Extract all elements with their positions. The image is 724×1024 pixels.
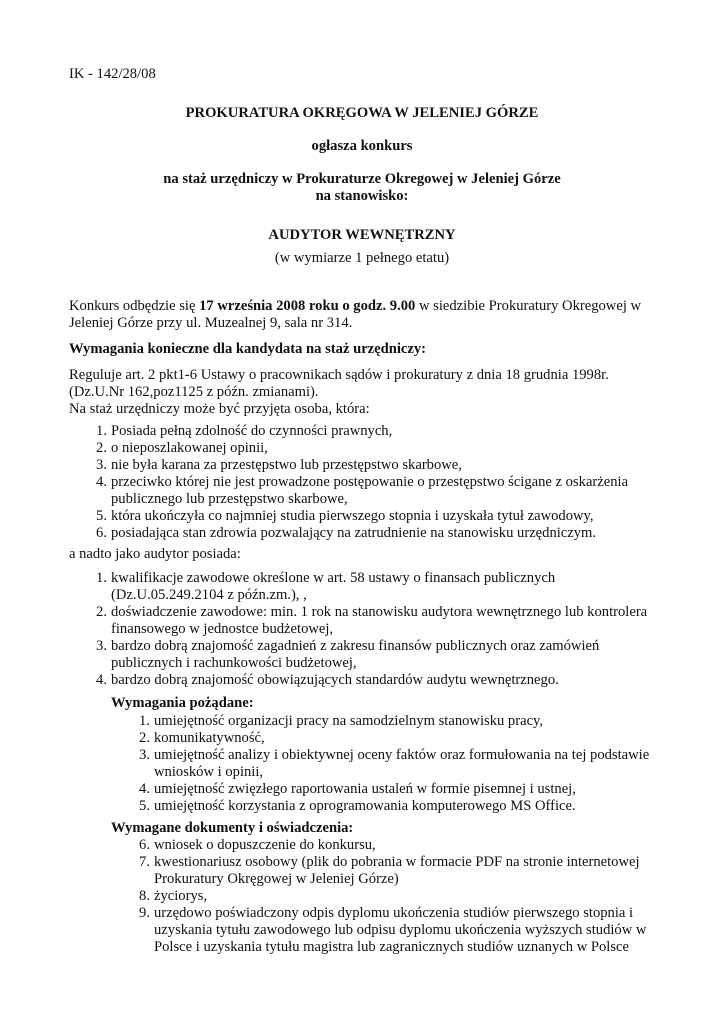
list-item: 7. kwestionariusz osobowy (plik do pobrania w formacie PDF na stronie internetowej Prokuratury Okręgowej w Jeleniej Górze) <box>139 854 640 887</box>
list-item: 2. doświadczenie zawodowe: min. 1 rok na stanowisku audytora wewnętrznego lub kontrolera finansowego w jednostce budżetowej, <box>96 604 648 637</box>
regulation-line-2: (Dz.U.Nr 162,poz1125 z późn. zmianami). <box>69 384 319 400</box>
list-item: 5. która ukończyła co najmniej studia pierwszego stopnia i uzyskała tytuł zawodowy, <box>96 508 594 524</box>
regulation-paragraph <box>69 367 655 418</box>
requirements-heading: Wymagania konieczne dla kandydata na staż urzędniczy: <box>69 341 427 357</box>
list-item: 8. życiorys, <box>139 888 208 904</box>
list-item: 3. nie była karana za przestępstwo lub przestępstwo skarbowe, <box>96 457 462 473</box>
auditor-intro: a nadto jako audytor posiada: <box>69 546 241 562</box>
list-item: 4. bardzo dobrą znajomość obowiązujących standardów audytu wewnętrznego. <box>96 672 559 688</box>
desired-list <box>139 713 659 815</box>
auditor-requirements-list <box>96 570 661 689</box>
reference-number: IK - 142/28/08 <box>69 66 156 82</box>
subject-line-1: na staż urzędniczy w Prokuraturze Okregowej w Jeleniej Górze <box>163 171 561 187</box>
list-item: 1. Posiada pełną zdolność do czynności prawnych, <box>96 423 393 439</box>
regulation-line-3: Na staż urzędniczy może być przyjęta osoba, która: <box>69 401 370 417</box>
list-item: 2. o nieposzlakowanej opinii, <box>96 440 268 456</box>
documents-heading: Wymagane dokumenty i oświadczenia: <box>111 820 354 836</box>
list-item: 1. kwalifikacje zawodowe określone w art. 58 ustawy o finansach publicznych (Dz.U.05.249.2104 z późn.zm.), , <box>96 570 556 603</box>
list-item: 3. umiejętność analizy i obiektywnej oceny faktów oraz formułowania na tej podstawie wniosków i opinii, <box>139 747 650 780</box>
list-item: 1. umiejętność organizacji pracy na samodzielnym stanowisku pracy, <box>139 713 544 729</box>
contest-paragraph <box>69 298 655 332</box>
position-scope: (w wymiarze 1 pełnego etatu) <box>274 250 450 266</box>
contest-text-before: Konkurs odbędzie się <box>69 298 200 314</box>
subject-heading <box>69 171 655 205</box>
regulation-line-1: Reguluje art. 2 pkt1-6 Ustawy o pracownikach sądów i prokuratury z dnia 18 grudnia 1998r. <box>69 367 609 383</box>
list-item: 2. komunikatywność, <box>139 730 265 746</box>
requirements-list <box>96 423 661 542</box>
list-item: 6. posiadająca stan zdrowia pozwalający na zatrudnienie na stanowisku urzędniczym. <box>96 525 597 541</box>
announcement-heading: ogłasza konkurs <box>311 138 413 154</box>
contest-text-after: w siedzibie Prokuratury Okregowej w Jeleniej Górze przy ul. Muzealnej 9, sala nr 314. <box>69 298 642 331</box>
list-item: 5. umiejętność korzystania z oprogramowania komputerowego MS Office. <box>139 798 576 814</box>
list-item: 3. bardzo dobrą znajomość zagadnień z zakresu finansów publicznych oraz zamówień publicznych i rachunkowości budżetowej, <box>96 638 600 671</box>
desired-heading: Wymagania pożądane: <box>111 695 254 711</box>
list-item: 9. urzędowo poświadczony odpis dyplomu ukończenia studiów pierwszego stopnia i uzyskania tytułu zawodowego lub odpisu dyplomu ukończenia wyższych studiów w Polsce i uzyskania tytułu magistra lub zagranicznych studiów uznanych w Polsce <box>139 905 647 955</box>
list-item: 6. wniosek o dopuszczenie do konkursu, <box>139 837 376 853</box>
contest-date: 17 września 2008 roku o godz. 9.00 <box>199 298 416 314</box>
position-title: AUDYTOR WEWNĘTRZNY <box>268 227 456 243</box>
list-item: 4. umiejętność zwięzłego raportowania ustaleń w formie pisemnej i ustnej, <box>139 781 576 797</box>
documents-list <box>139 837 659 956</box>
institution-heading: PROKURATURA OKRĘGOWA W JELENIEJ GÓRZE <box>185 105 539 121</box>
list-item: 4. przeciwko której nie jest prowadzone postępowanie o przestępstwo ścigane z oskarżenia publicznego lub przestępstwo skarbowe, <box>96 474 629 507</box>
subject-line-2: na stanowisko: <box>315 188 409 204</box>
